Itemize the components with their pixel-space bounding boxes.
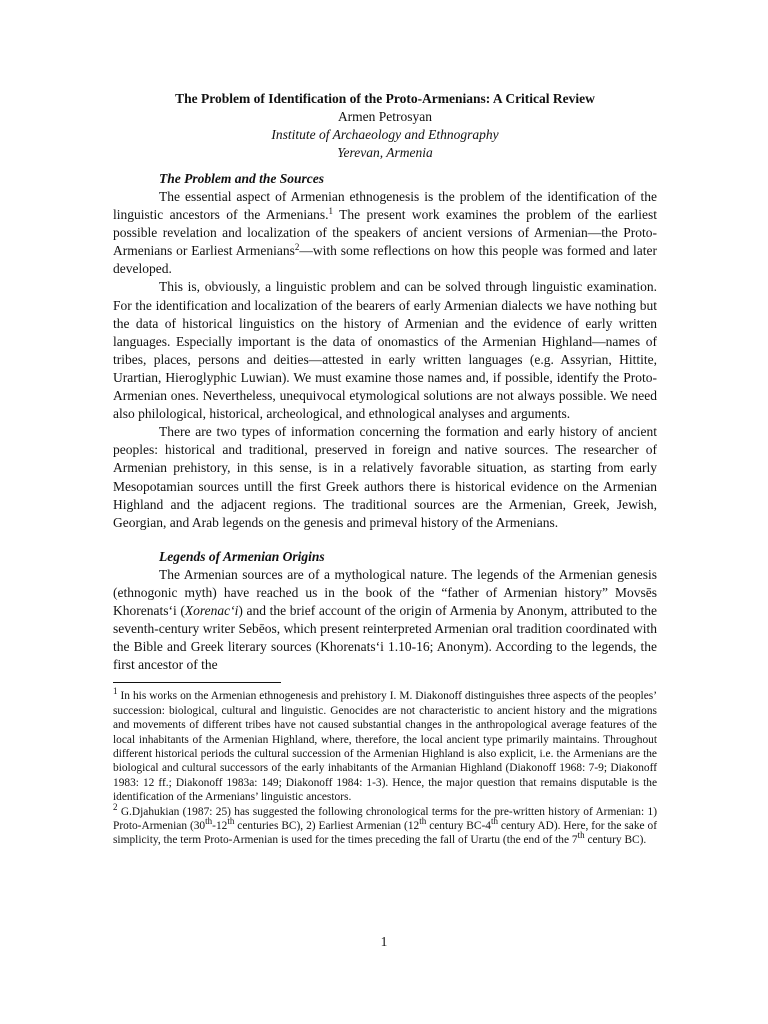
paragraph-1 [113,188,657,278]
footnote-ref-1[interactable]: 1 [328,206,334,217]
footnote-2-mark: 2 [113,801,118,812]
paper-title: The Problem of Identification of the Proto-Armenians: A Critical Review [175,91,595,106]
paragraph-4-text-b: ) and the brief account of the origin of Armenia by Anonym, attributed to the seventh-century writer Sebēos, which present reinterpreted Armenian oral tradition coordinated with the Bible and Greek literary sources (Khorenats‘i 1.10-16; Anonym). According to the legends, the first ancestor of the [113,602,658,673]
footnote-2 [113,801,657,848]
paragraph-1-text-a: The essential aspect of Armenian ethnogenesis is the problem of the identification of the linguistic ancestors of the Armenians. [113,189,657,223]
paragraph-4-italic: Xorenac‘i [184,602,239,618]
footnote-1-text: In his works on the Armenian ethnogenesis and prehistory I. M. Diakonoff distinguishes three aspects of the peoples’ succession: biological, cultural and linguistic. Genocides are not characteristic to ancient history and the migrations and movements of different tribes have not caused substantial changes in the anthropological average features of the local inhabitants of the Armenian Highland, where, therefore, the local ancient type primarily maintains. Throughout different historical periods the cultural succession of the Armenian Highland is also explicit, i.e. the Armenians are the biological and cultural successors of the early inhabitants of the Armanian Highland (Diakonoff 1968: 7-9; Diakonoff 1983: 12 ff.; Diakonoff 1983a: 149; Diakonoff 1984: 1-3). Hence, the major question that remains disputable is the identification of the Armenians’ linguistic ancestors. [113,690,657,804]
footnote-1 [113,686,657,804]
section-heading-problem-and-sources: The Problem and the Sources [159,171,325,186]
paragraph-3: There are two types of information concerning the formation and early history of ancient peoples: historical and traditional, preserved in foreign and native sources. The researcher of Armenian prehistory, in this sense, is in a relatively favorable situation, as starting from early Mesopotamian sources untill the first Greek authors there is historical evidence on the Armenian Highland and the adjacent regions. The traditional sources are the Armenian, Greek, Jewish, Georgian, and Arab legends on the genesis and primeval history of the Armenians. [113,424,657,530]
footnote-2-text-a: G.Djahukian (1987: 25) has suggested the following chronological terms for the pre-written history of Armenian: 1) Proto-Armenian (30 [113,805,657,832]
footnote-2-sup-d: th [490,816,498,826]
footnote-2-sup-a: th [205,816,213,826]
page-number: 1 [380,934,388,949]
footnote-2-sup-c: th [419,816,427,826]
footnote-1-mark: 1 [113,686,118,697]
location: Yerevan, Armenia [337,145,433,160]
footnote-2-sup-e: th [577,830,585,841]
document-page [113,90,657,848]
paragraph-1-text-c: —with some reflections on how this people was formed and later developed. [113,243,657,277]
footnote-2-text-b: -12 [212,820,228,832]
footnote-2-text-e: century AD). Here, for the sake of simplicity, the term Proto-Armenian is used for the times preceding the fall of Urartu (the end of the 7 [113,820,657,847]
section-heading-legends: Legends of Armenian Origins [159,548,325,564]
paragraph-2: This is, obviously, a linguistic problem and can be solved through linguistic examination. For the identification and localization of the bearers of early Armenian dialects we have nothing but the data of historical linguistics on the history of Armenian and the evidence of early written languages. Especially important is the data of onomastics of the Armenian Highland—names of tribes, places, persons and deities—attested in early written languages (e.g. Assyrian, Hittite, Urartian, Hieroglyphic Luwian). We must examine those names and, if possible, identify the Proto-Armenian ones. Nevertheless, unequivocal etymological solutions are not always possible. We need also philological, historical, archeological, and ethnological analyses and arguments. [113,279,657,422]
paragraph-4-text-a: The Armenian sources are of a mythological nature. The legends of the Armenian genesis (ethnogonic myth) have reached us in the book of the “father of Armenian history” Movsēs Khorenats‘i ( [113,566,657,618]
footnote-2-text-d: century BC-4 [426,820,491,832]
footnote-2-text-f: century BC). [584,834,647,847]
footnote-ref-2[interactable]: 2 [294,242,300,253]
institute-name: Institute of Archaeology and Ethnography [271,127,499,142]
paragraph-1-text-b: The present work examines the problem of the earliest possible revelation and localization of the speakers of ancient versions of Armenian—the Proto-Armenians or Earliest Armenians [113,207,657,259]
footnote-2-text-c: centuries BC), 2) Earliest Armenian (12 [234,820,420,832]
footnote-2-sup-b: th [227,816,235,826]
paragraph-4 [113,566,657,675]
footnote-divider [113,682,281,683]
author-name: Armen Petrosyan [337,109,433,124]
